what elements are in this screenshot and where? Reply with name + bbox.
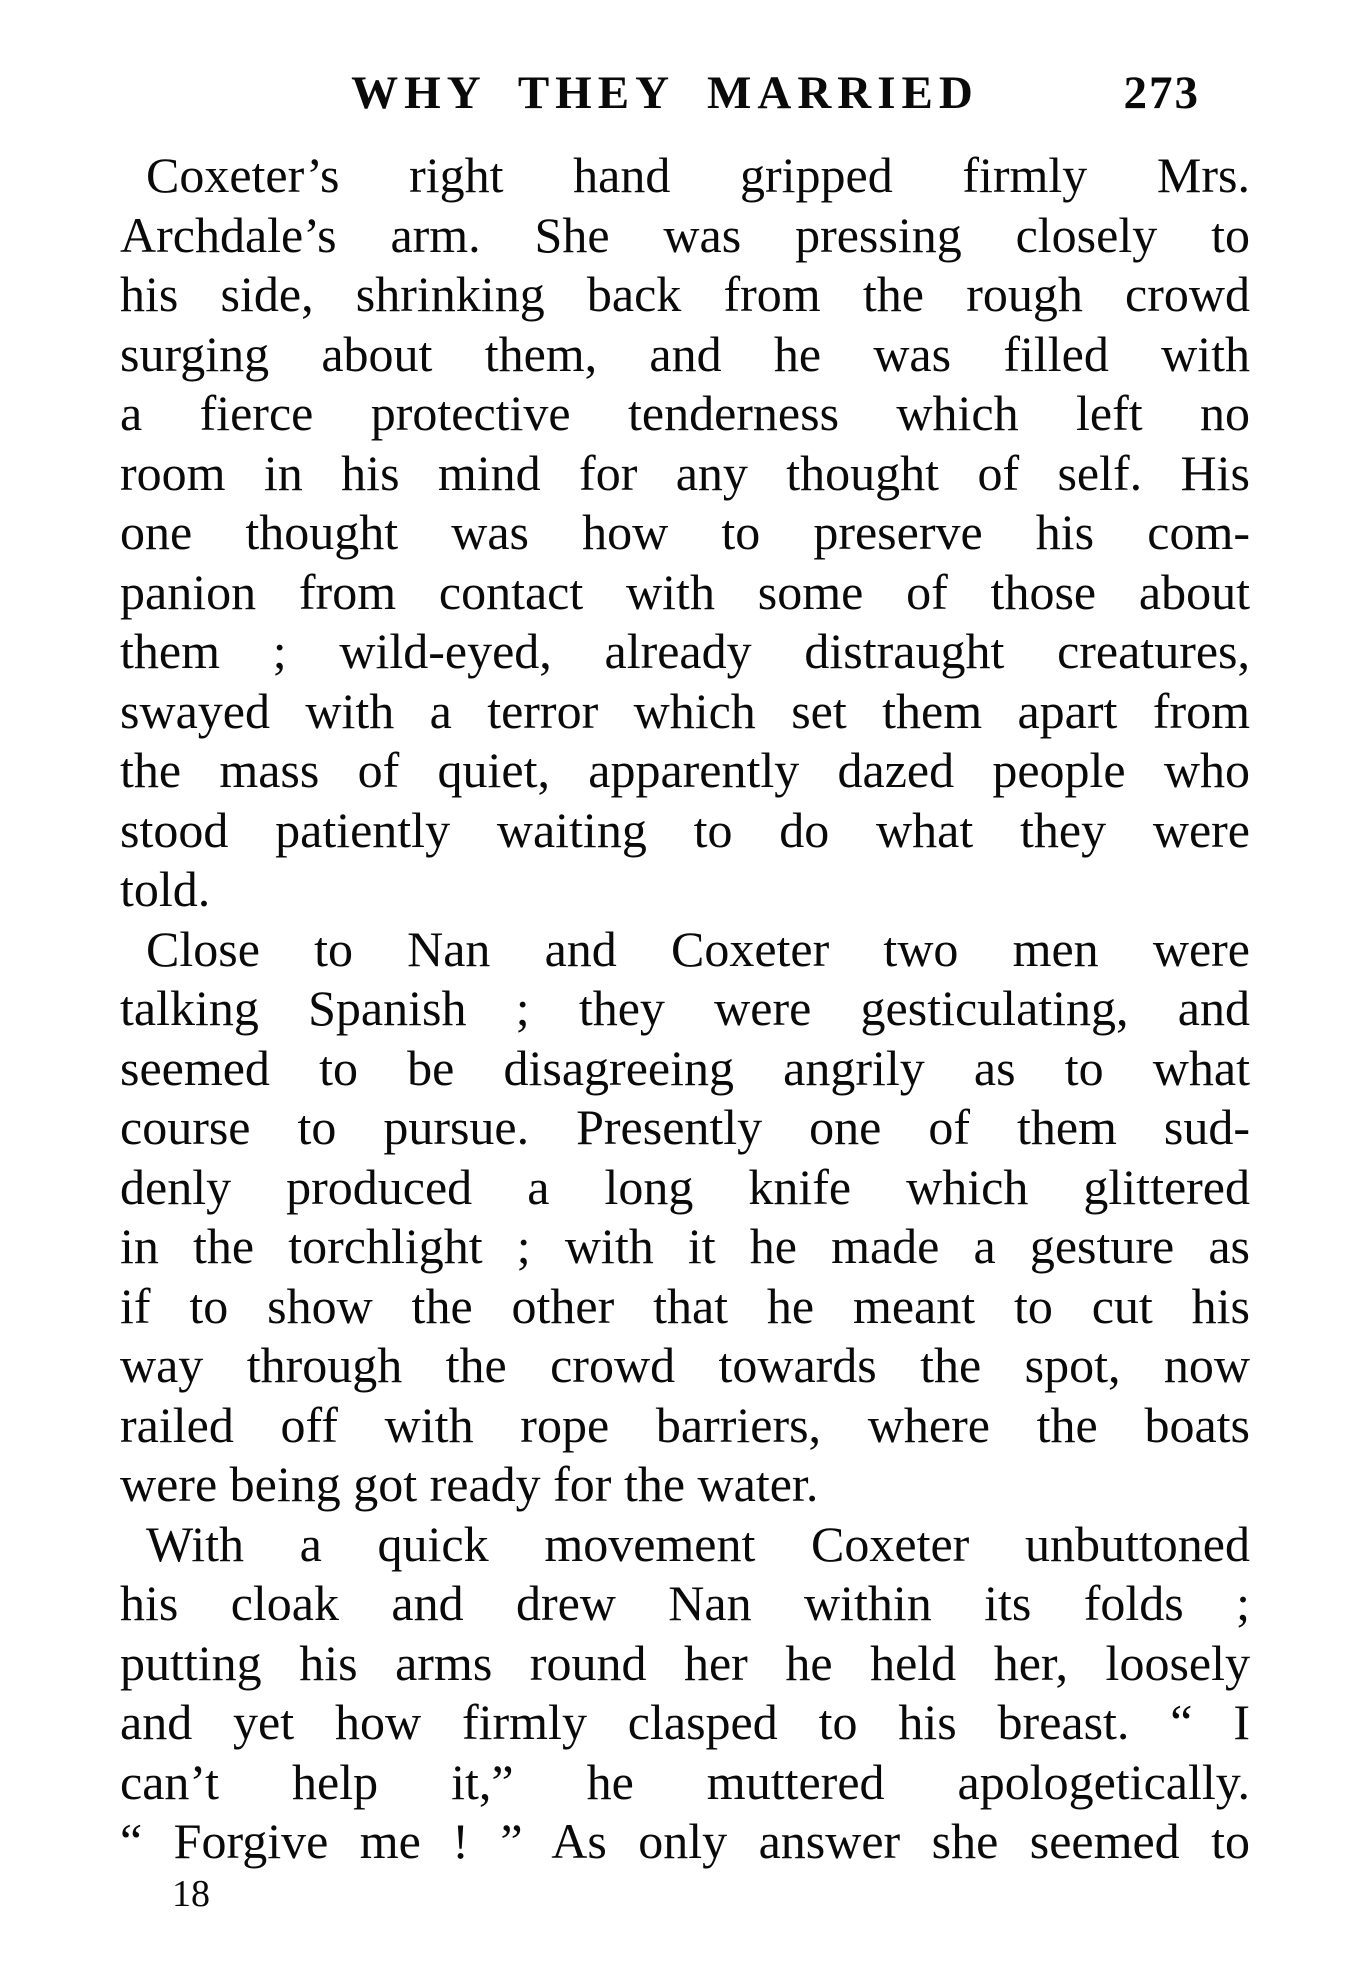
text-line: Archdale’s arm. She was pressing closely to [120, 206, 1250, 263]
text-line: a fierce protective tenderness which left no [120, 385, 1250, 441]
text-line: told. [120, 861, 211, 917]
text-line: course to pursue. Presently one of them sud- [120, 1099, 1250, 1155]
text-line: stood patiently waiting to do what they were [120, 801, 1250, 858]
text-line: if to show the other that he meant to cut his [120, 1277, 1250, 1334]
text-line: and yet how firmly clasped to his breast. “ I [120, 1694, 1250, 1750]
text-line: swayed with a terror which set them apart from [120, 682, 1250, 739]
text-line: were being got ready for the water. [120, 1456, 819, 1512]
text-line: surging about them, and he was filled with [120, 325, 1250, 382]
text-line: denly produced a long knife which glittered [120, 1158, 1250, 1215]
text-line: them ; wild-eyed, already distraught creatures, [120, 623, 1250, 679]
text-line: “ Forgive me ! ” As only answer she seemed to [120, 1813, 1250, 1869]
text-line: putting his arms round her he held her, loosely [120, 1634, 1250, 1691]
running-head-title: WHY THEY MARRIED [351, 67, 979, 119]
text-line: With a quick movement Coxeter unbuttoned [146, 1515, 1250, 1572]
text-line: Close to Nan and Coxeter two men were [146, 920, 1250, 977]
text-body [120, 146, 1250, 1872]
text-line: room in his mind for any thought of self. His [120, 444, 1250, 501]
text-line: panion from contact with some of those about [120, 563, 1250, 620]
text-line: talking Spanish ; they were gesticulating, and [120, 980, 1250, 1036]
text-line: the mass of quiet, apparently dazed people who [120, 742, 1250, 798]
text-line: railed off with rope barriers, where the boats [120, 1396, 1250, 1453]
printer-signature-mark: 18 [172, 1873, 210, 1915]
text-line: Coxeter’s right hand gripped firmly Mrs. [146, 147, 1250, 203]
text-line: in the torchlight ; with it he made a gesture as [120, 1218, 1250, 1274]
text-line: his side, shrinking back from the rough crowd [120, 266, 1250, 322]
page-number: 273 [1123, 67, 1200, 119]
text-line: his cloak and drew Nan within its folds ; [120, 1575, 1250, 1631]
text-line: one thought was how to preserve his com- [120, 504, 1250, 560]
text-line: seemed to be disagreeing angrily as to what [120, 1039, 1250, 1096]
text-line: can’t help it,” he muttered apologetically. [120, 1753, 1250, 1810]
page-header [120, 66, 1250, 126]
text-line: way through the crowd towards the spot, now [120, 1337, 1250, 1393]
